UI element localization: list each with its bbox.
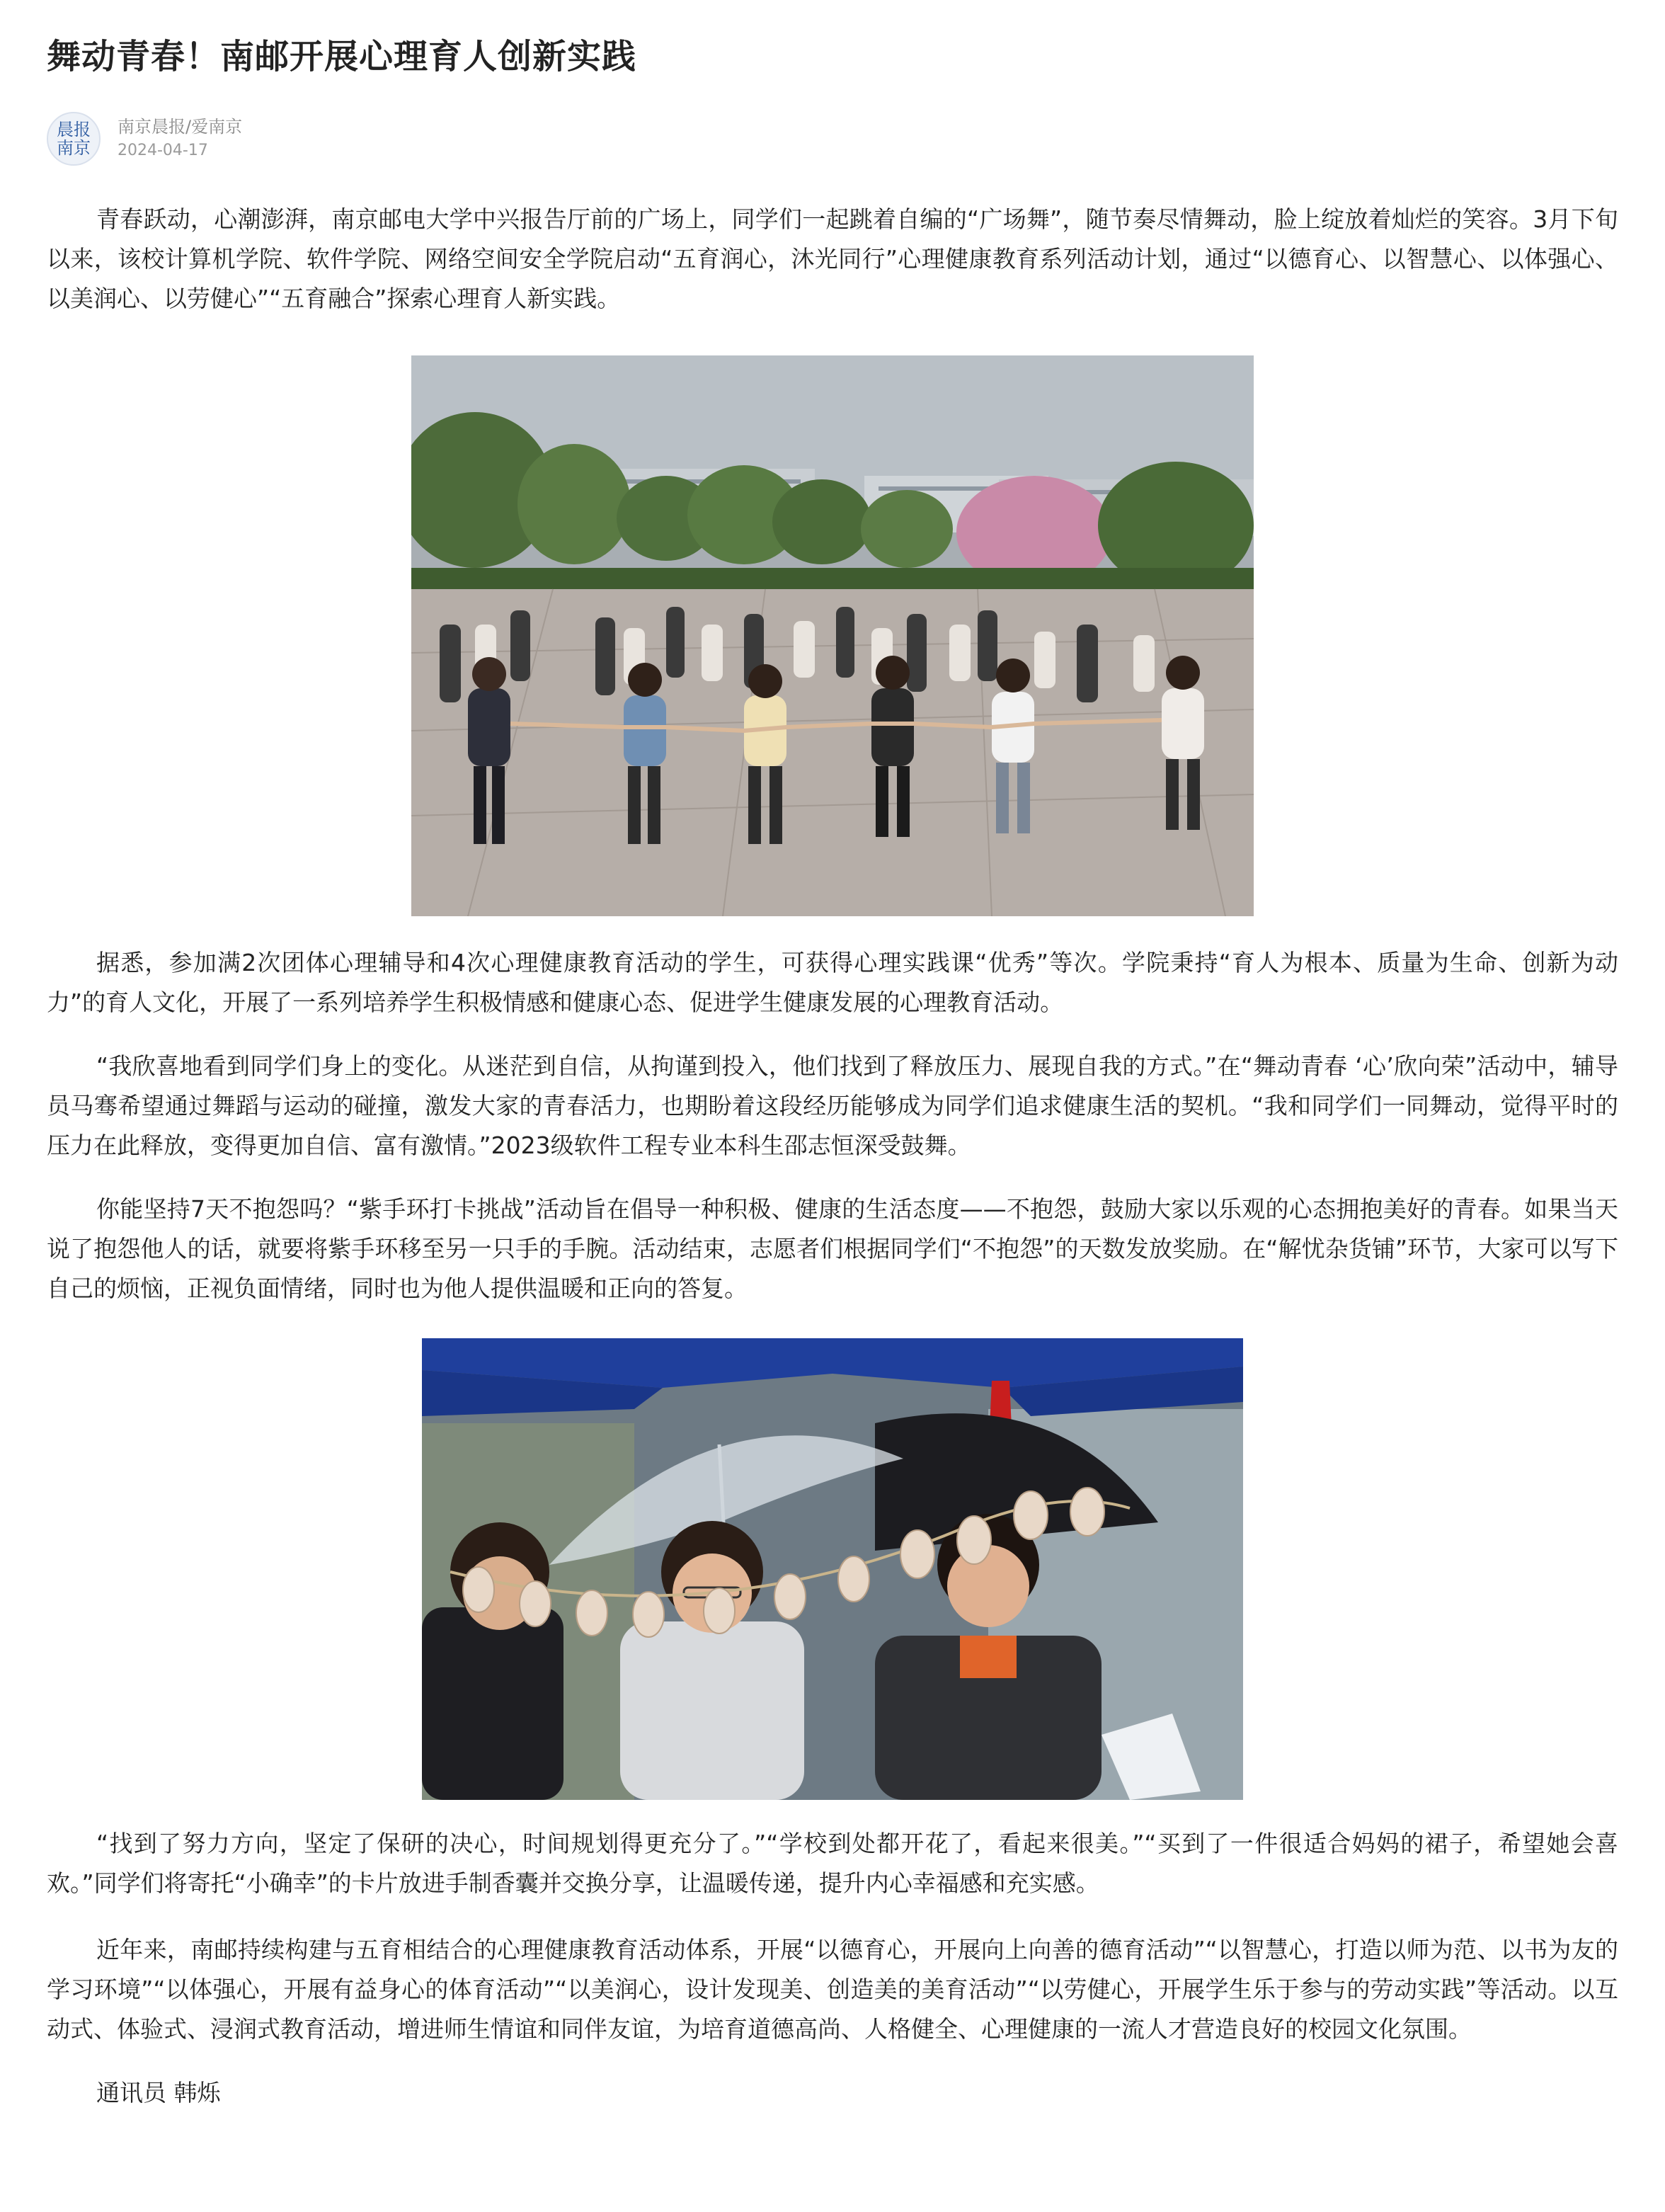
sachet-stall-photo <box>422 1338 1243 1800</box>
source-meta <box>118 115 242 163</box>
paragraph-five-education-system: 近年来，南邮持续构建与五育相结合的心理健康教育活动体系，开展“以德育心，开展向上向善的德育活动”“以智慧心，打造以师为范、以书为友的学习环境”“以体强心，开展有益身心的体育活动”“以美润心，设计发现美、创造美的美育活动”“以劳健心，开展学生乐于参与的劳动实践”等活动。以互动式、体验式、浸润式教育活动，增进师生情谊和同伴友谊，为培育道德高尚、人格健全、心理健康的一流人才营造良好的校园文化氛围。 <box>47 1936 1618 2043</box>
square-dance-illustration <box>411 355 1254 916</box>
avatar[interactable] <box>47 112 101 166</box>
paragraph-student-voices: “找到了努力方向，坚定了保研的决心，时间规划得更充分了。”“学校到处都开花了，看起来很美。”“买到了一件很适合妈妈的裙子，希望她会喜欢。”同学们将寄托“小确幸”的卡片放进手制香囊并交换分享，让温暖传递，提升内心幸福感和充实感。 <box>47 1830 1618 1897</box>
paragraph-bracelet-challenge: 你能坚持7天不抱怨吗？“紫手环打卡挑战”活动旨在倡导一种积极、健康的生活态度——不抱怨，鼓励大家以乐观的心态拥抱美好的青春。如果当天说了抱怨他人的话，就要将紫手环移至另一只手的手腕。活动结束，志愿者们根据同学们“不抱怨”的天数发放奖励。在“解忧杂货铺”环节，大家可以写下自己的烦恼，正视负面情绪，同时也为他人提供温暖和正向的答复。 <box>47 1195 1618 1302</box>
source-row <box>47 112 1618 166</box>
paragraph-assessment: 据悉，参加满2次团体心理辅导和4次心理健康教育活动的学生，可获得心理实践课“优秀”等次。学院秉持“育人为根本、质量为生命、创新为动力”的育人文化，开展了一系列培养学生积极情感和健康心态、促进学生健康发展的心理教育活动。 <box>47 949 1618 1016</box>
students-square-dance-photo <box>411 355 1254 916</box>
sachet-stall-illustration <box>422 1338 1243 1800</box>
article-title: 舞动青春！南邮开展心理育人创新实践 <box>47 37 637 76</box>
publish-date: 2024-04-17 <box>118 142 208 159</box>
paragraph-counselor-quote: “我欣喜地看到同学们身上的变化。从迷茫到自信，从拘谨到投入，他们找到了释放压力、展现自我的方式。”在“舞动青春 ‘心’欣向荣”活动中，辅导员马骞希望通过舞蹈与运动的碰撞，激发大家的青春活力，也期盼着这段经历能够成为同学们追求健康生活的契机。“我和同学们一同舞动，觉得平时的压力在此释放，变得更加自信、富有激情。”2023级软件工程专业本科生邵志恒深受鼓舞。 <box>47 1052 1618 1159</box>
paragraph-intro: 青春跃动，心潮澎湃，南京邮电大学中兴报告厅前的广场上，同学们一起跳着自编的“广场舞”，随节奏尽情舞动，脸上绽放着灿烂的笑容。3月下旬以来，该校计算机学院、软件学院、网络空间安全学院启动“五育润心，沐光同行”心理健康教育系列活动计划，通过“以德育心、以智慧心、以体强心、以美润心、以劳健心”“五育融合”探索心理育人新实践。 <box>47 205 1618 312</box>
avatar-logo-text: 晨报南京 <box>57 120 91 158</box>
correspondent-credit: 通讯员 韩烁 <box>96 2079 221 2106</box>
source-name[interactable]: 南京晨报/爱南京 <box>118 117 243 137</box>
